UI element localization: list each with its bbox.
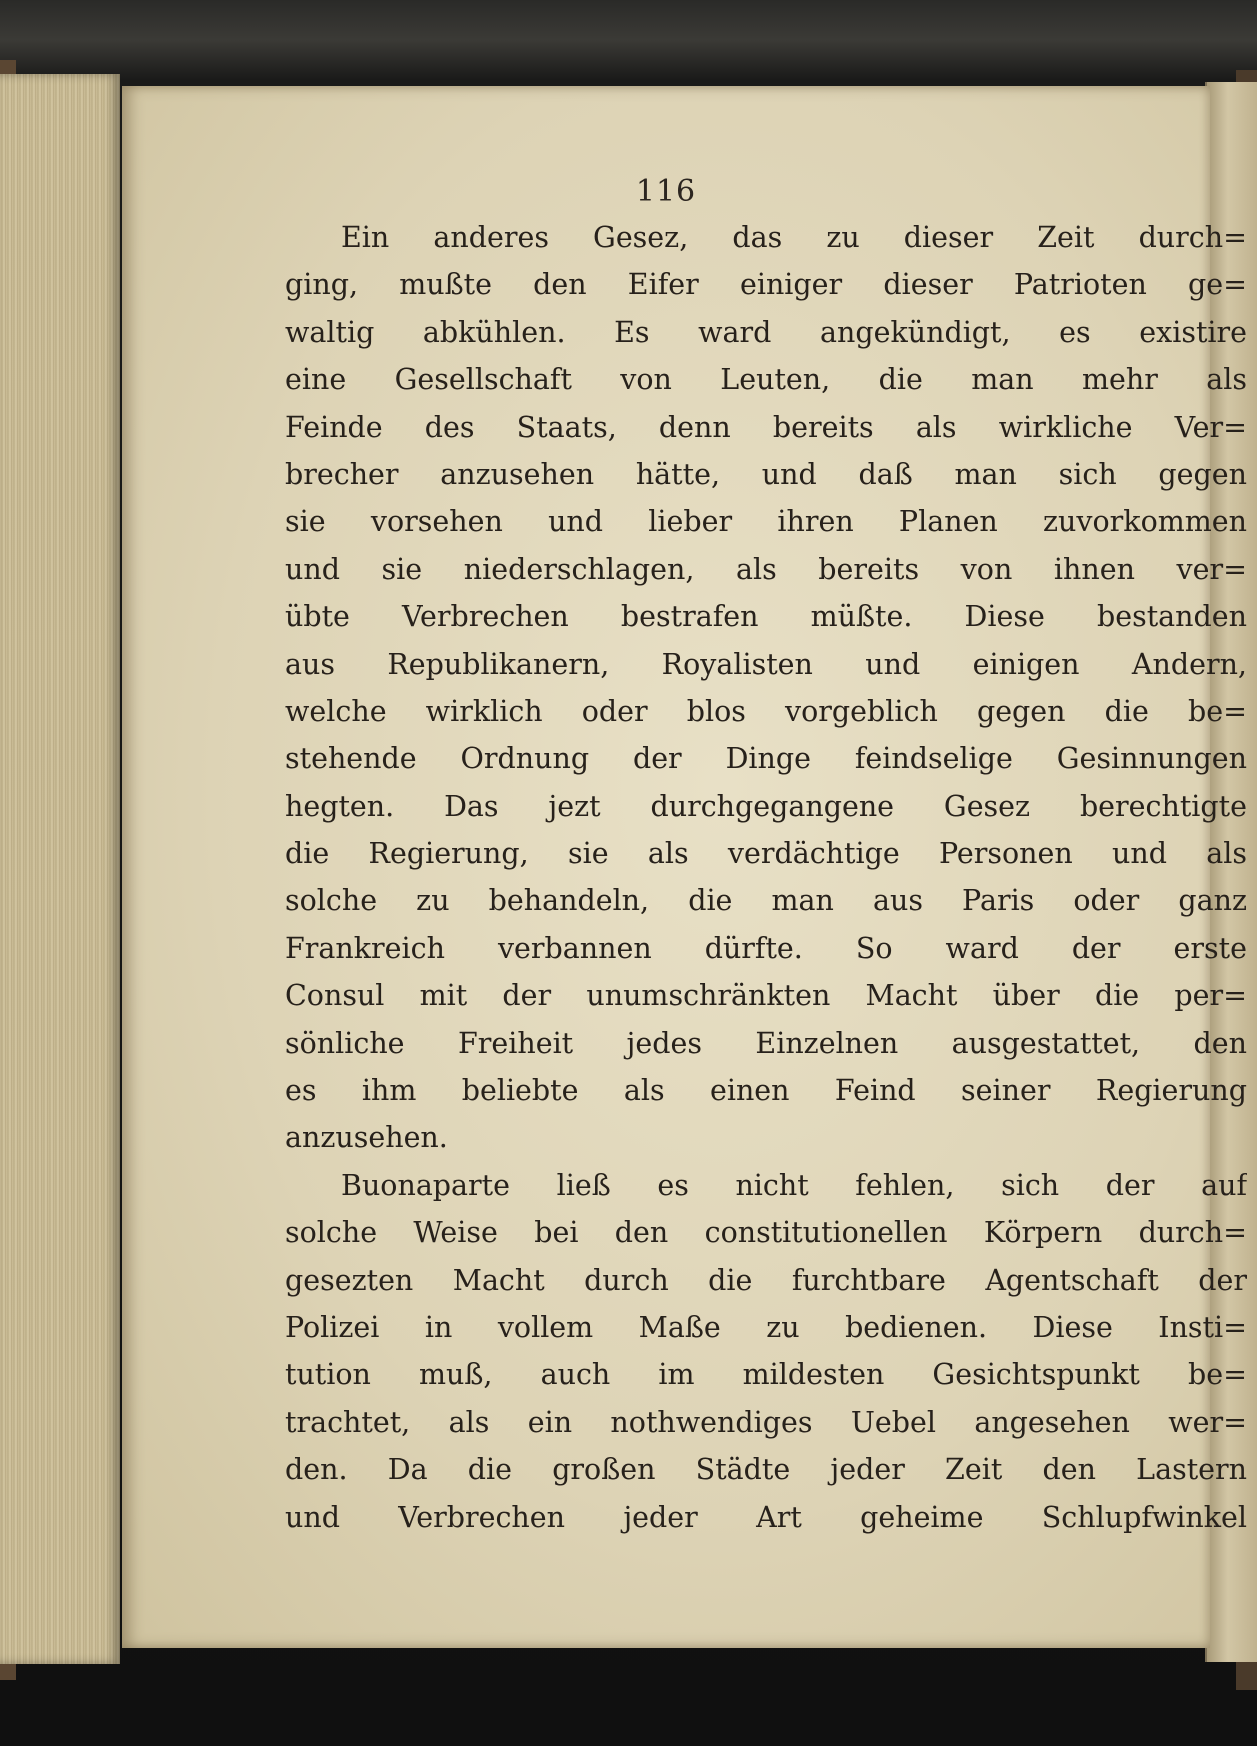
text-line: brecher anzusehen hätte, und daß man sich gegen xyxy=(285,457,1247,491)
page-number: 116 xyxy=(635,174,697,209)
text-line: Consul mit der unumschränkten Macht über die per= xyxy=(285,979,1247,1013)
body-text xyxy=(285,214,1247,1541)
text-line: ging, mußte den Eifer einiger dieser Patrioten ge= xyxy=(285,268,1247,302)
text-line: den. Da die großen Städte jeder Zeit den Lastern xyxy=(285,1453,1247,1487)
text-line: welche wirklich oder blos vorgeblich gegen die be= xyxy=(285,694,1247,728)
text-line: und sie niederschlagen, als bereits von ihnen ver= xyxy=(285,552,1247,586)
text-line: es ihm beliebte als einen Feind seiner Regierung xyxy=(285,1074,1247,1108)
text-line: solche zu behandeln, die man aus Paris oder ganz xyxy=(285,884,1247,918)
text-line: hegten. Das jezt durchgegangene Gesez berechtigte xyxy=(285,789,1247,823)
text-line: und Verbrechen jeder Art geheime Schlupfwinkel xyxy=(285,1500,1247,1534)
text-line: trachtet, als ein nothwendiges Uebel angesehen wer= xyxy=(285,1405,1247,1439)
text-line: gesezten Macht durch die furchtbare Agentschaft der xyxy=(285,1263,1247,1297)
text-line: waltig abkühlen. Es ward angekündigt, es existire xyxy=(285,315,1247,349)
text-line: sönliche Freiheit jedes Einzelnen ausgestattet, den xyxy=(285,1026,1247,1060)
text-line: solche Weise bei den constitutionellen Körpern durch= xyxy=(285,1216,1247,1250)
book-page xyxy=(122,86,1247,1648)
text-line: Frankreich verbannen dürfte. So ward der erste xyxy=(285,931,1247,965)
text-line: Polizei in vollem Maße zu bedienen. Diese Insti= xyxy=(285,1310,1247,1344)
text-line: aus Republikanern, Royalisten und einigen Andern, xyxy=(285,647,1247,681)
text-line: die Regierung, sie als verdächtige Personen und als xyxy=(285,837,1247,871)
text-line: sie vorsehen und lieber ihren Planen zuvorkommen xyxy=(285,505,1247,539)
text-line: Ein anderes Gesez, das zu dieser Zeit durch= xyxy=(341,221,1247,254)
text-line: stehende Ordnung der Dinge feindselige Gesinnungen xyxy=(285,742,1247,776)
text-line: Buonaparte ließ es nicht fehlen, sich der auf xyxy=(341,1168,1247,1202)
stacked-page-edges xyxy=(0,74,120,1664)
text-line: eine Gesellschaft von Leuten, die man mehr als xyxy=(285,363,1247,397)
text-line: tution muß, auch im mildesten Gesichtspunkt be= xyxy=(285,1358,1247,1392)
text-line: anzusehen. xyxy=(285,1121,448,1155)
text-line: übte Verbrechen bestrafen müßte. Diese bestanden xyxy=(285,600,1247,634)
text-line: Feinde des Staats, denn bereits als wirkliche Ver= xyxy=(285,410,1247,444)
